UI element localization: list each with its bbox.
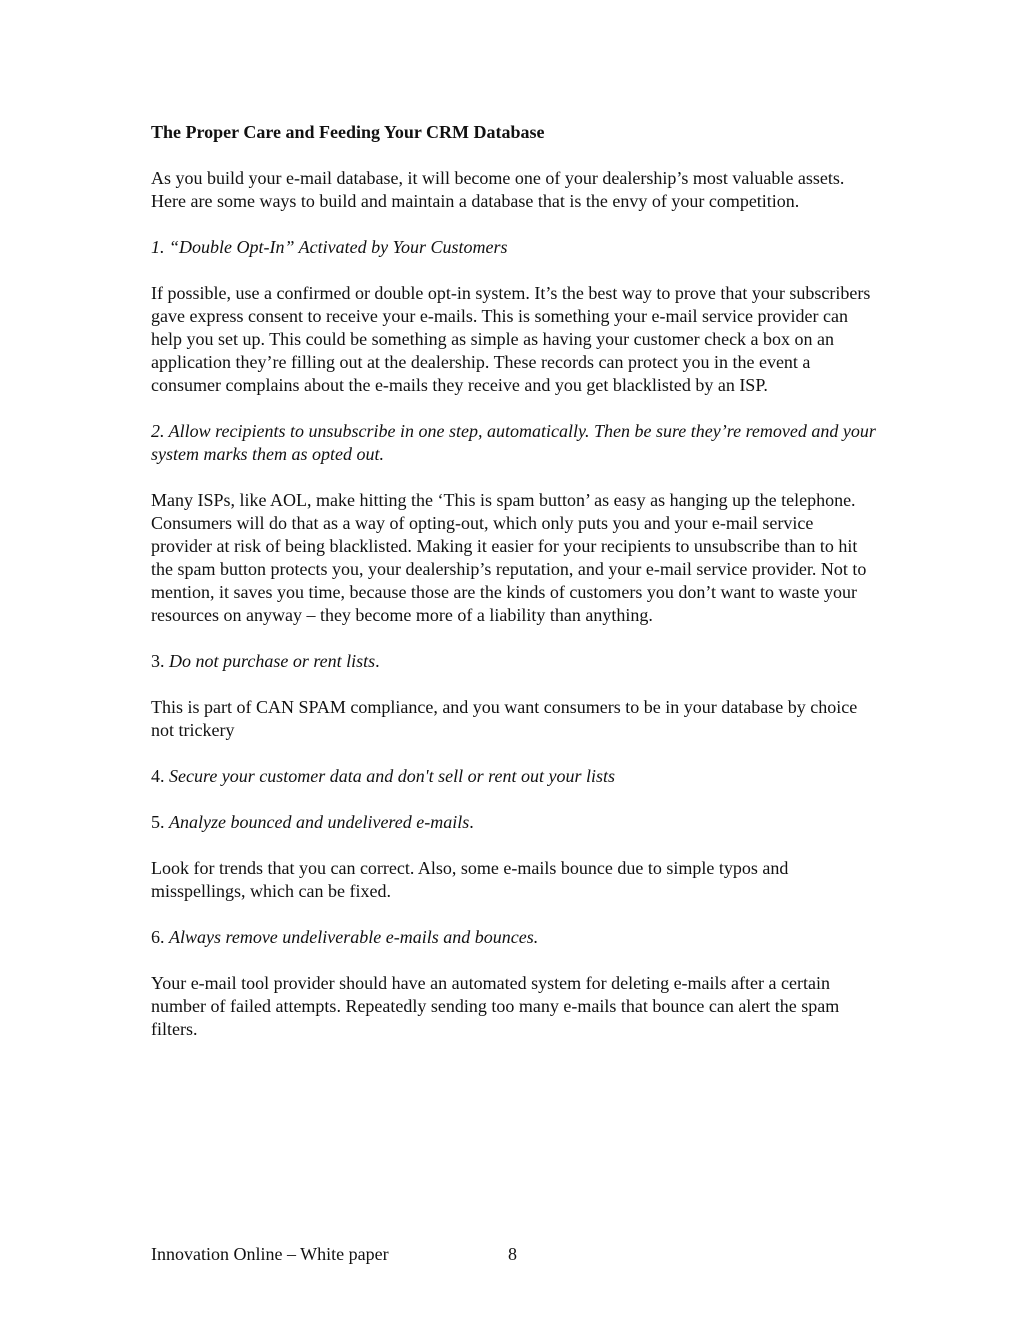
section-3-body: This is part of CAN SPAM compliance, and you want consumers to be in your database by choice not trickery [151, 697, 858, 740]
section-4-title: Secure your customer data and don't sell or rent out your lists [169, 766, 615, 786]
section-4-heading [151, 765, 876, 788]
section-3-title: Do not purchase or rent lists [169, 651, 376, 671]
document-title: The Proper Care and Feeding Your CRM Database [151, 122, 545, 142]
section-2-body: Many ISPs, like AOL, make hitting the ‘This is spam button’ as easy as hanging up the telephone. Consumers will do that as a way of opting-out, which only puts you and your e-mail service provider at risk of being blacklisted. Making it easier for your recipients to unsubscribe than to hit the spam button protects you, your dealership’s reputation, and your e-mail service provider. Not to mention, it saves you time, because those are the kinds of customers you don’t want to waste your resources on anyway – they become more of a liability than anything. [151, 490, 867, 625]
section-6-title: Always remove undeliverable e-mails and bounces. [169, 927, 539, 947]
section-5-body: Look for trends that you can correct. Also, some e-mails bounce due to simple typos and misspellings, which can be fixed. [151, 858, 789, 901]
section-1-heading: 1. “Double Opt-In” Activated by Your Customers [151, 237, 508, 257]
section-4-number: 4. [151, 766, 169, 786]
section-6-heading [151, 926, 876, 949]
section-3-period: . [375, 651, 380, 671]
section-3-number: 3. [151, 651, 169, 671]
section-5-period: . [469, 812, 474, 832]
section-6-number: 6. [151, 927, 169, 947]
document-body [151, 121, 876, 1064]
section-5-heading [151, 811, 876, 834]
section-3-heading [151, 650, 876, 673]
section-5-title: Analyze bounced and undelivered e-mails [169, 812, 470, 832]
page-number: 8 [508, 1244, 517, 1264]
intro-paragraph: As you build your e-mail database, it will become one of your dealership’s most valuable assets. Here are some ways to build and maintain a database that is the envy of your competition. [151, 168, 845, 211]
section-2-heading: 2. Allow recipients to unsubscribe in one step, automatically. Then be sure they’re removed and your system marks them as opted out. [151, 421, 876, 464]
footer-label: Innovation Online – White paper [151, 1244, 389, 1264]
section-1-body: If possible, use a confirmed or double opt-in system. It’s the best way to prove that your subscribers gave express consent to receive your e-mails. This is something your e-mail service provider can help you set up. This could be something as simple as having your customer check a box on an application they’re filling out at the dealership. These records can protect you in the event a consumer complains about the e-mails they receive and you get blacklisted by an ISP. [151, 283, 871, 395]
section-5-number: 5. [151, 812, 169, 832]
page-footer [151, 1243, 851, 1266]
section-6-body: Your e-mail tool provider should have an automated system for deleting e-mails after a certain number of failed attempts. Repeatedly sending too many e-mails that bounce can alert the spam filters. [151, 973, 840, 1039]
